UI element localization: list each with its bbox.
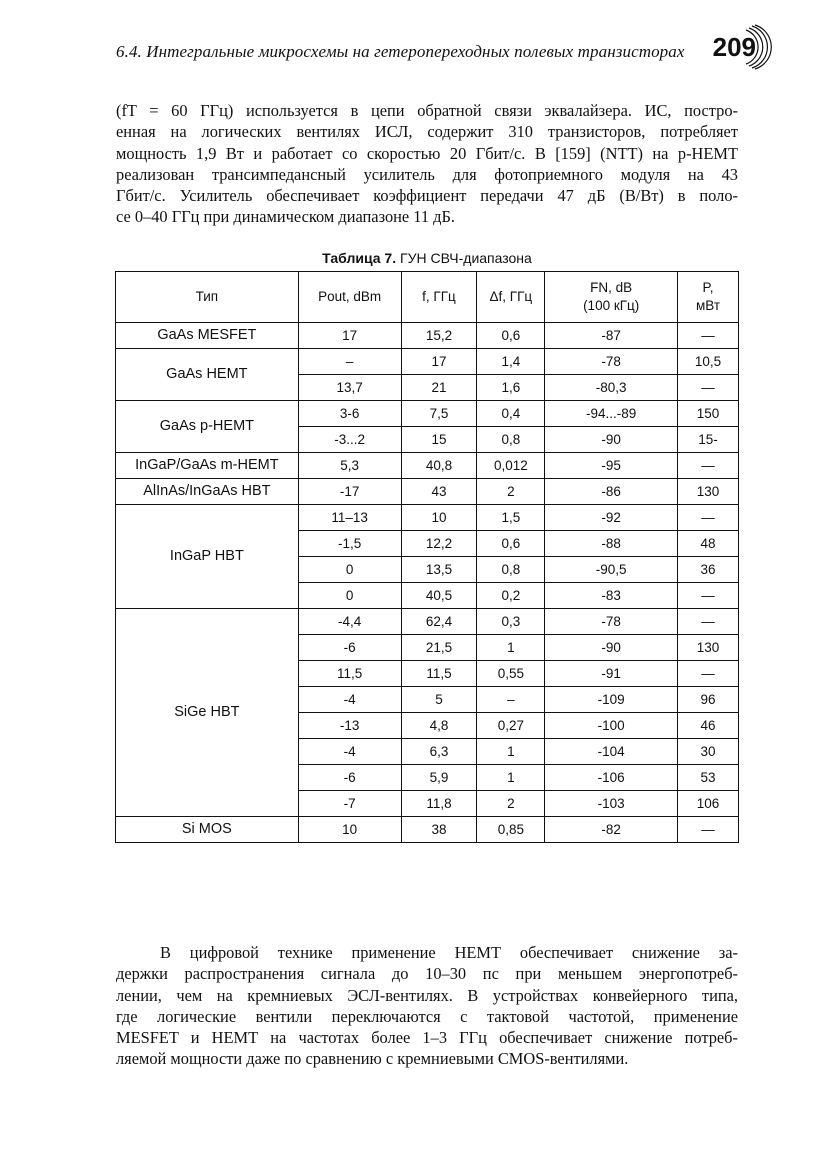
cell-pout: 11,5 (298, 661, 401, 687)
cell-p: — (678, 609, 739, 635)
cell-p: — (678, 583, 739, 609)
cell-type: AlInAs/InGaAs HBT (116, 479, 299, 505)
cell-pout: 3-6 (298, 401, 401, 427)
cell-p: — (678, 375, 739, 401)
cell-fn: -78 (545, 349, 678, 375)
text-line: лении, чем на кремниевых ЭСЛ-вентилях. В устройствах конвейерного типа, (116, 985, 738, 1005)
cell-df: 2 (477, 791, 545, 817)
cell-p: — (678, 817, 739, 843)
cell-pout: -7 (298, 791, 401, 817)
table-row (116, 609, 739, 635)
cell-fn: -82 (545, 817, 678, 843)
table-header-row (116, 272, 739, 323)
cell-pout: -3...2 (298, 427, 401, 453)
table-row (116, 479, 739, 505)
cell-p: — (678, 661, 739, 687)
paragraph-bottom (116, 942, 738, 1070)
cell-f: 12,2 (401, 531, 477, 557)
cell-pout: 0 (298, 583, 401, 609)
text-line: MESFET и НЕМТ на частотах более 1–3 ГГц обеспечивает снижение потреб- (116, 1028, 738, 1048)
table-row (116, 401, 739, 427)
cell-fn: -86 (545, 479, 678, 505)
text-line: се 0–40 ГГц при динамическом диапазоне 11 дБ. (116, 207, 456, 227)
cell-pout: 11–13 (298, 505, 401, 531)
vco-table (115, 271, 739, 843)
cell-pout: -4 (298, 739, 401, 765)
cell-fn: -91 (545, 661, 678, 687)
cell-f: 4,8 (401, 713, 477, 739)
text-line: В цифровой технике применение НЕМТ обеспечивает снижение за- (160, 943, 738, 962)
running-header-title: 6.4. Интегральные микросхемы на гетеропереходных полевых транзисторах (116, 42, 685, 61)
cell-f: 15,2 (401, 323, 477, 349)
table-row (116, 817, 739, 843)
cell-f: 11,8 (401, 791, 477, 817)
cell-p: — (678, 505, 739, 531)
cell-fn: -90,5 (545, 557, 678, 583)
cell-df: 0,2 (477, 583, 545, 609)
running-header (116, 32, 756, 78)
cell-df: 2 (477, 479, 545, 505)
header-p-line1: P, (702, 280, 714, 295)
header-df: Δf, ГГц (477, 272, 545, 323)
cell-f: 17 (401, 349, 477, 375)
cell-p: 15- (678, 427, 739, 453)
cell-df: 0,55 (477, 661, 545, 687)
cell-fn: -90 (545, 635, 678, 661)
cell-f: 62,4 (401, 609, 477, 635)
cell-fn: -88 (545, 531, 678, 557)
cell-fn: -100 (545, 713, 678, 739)
cell-f: 40,8 (401, 453, 477, 479)
header-f: f, ГГц (401, 272, 477, 323)
cell-df: 0,012 (477, 453, 545, 479)
cell-pout: 17 (298, 323, 401, 349)
text-line: ляемой мощности даже по сравнению с кремниевыми CMOS-вентилями. (116, 1049, 629, 1069)
cell-f: 21,5 (401, 635, 477, 661)
cell-df: 1,6 (477, 375, 545, 401)
cell-df: 1 (477, 739, 545, 765)
cell-f: 43 (401, 479, 477, 505)
cell-f: 11,5 (401, 661, 477, 687)
cell-fn: -106 (545, 765, 678, 791)
cell-pout: -4,4 (298, 609, 401, 635)
cell-type: GaAs p-HEMT (116, 401, 299, 453)
cell-fn: -78 (545, 609, 678, 635)
cell-f: 13,5 (401, 557, 477, 583)
text-line: реализован трансимпедансный усилитель для фотоприемного модуля на 43 (116, 164, 738, 184)
cell-f: 5 (401, 687, 477, 713)
cell-f: 5,9 (401, 765, 477, 791)
cell-p: 130 (678, 479, 739, 505)
cell-df: 0,27 (477, 713, 545, 739)
cell-fn: -103 (545, 791, 678, 817)
cell-f: 15 (401, 427, 477, 453)
table-row (116, 323, 739, 349)
text-line: енная на логических вентилях ИСЛ, содержит 310 транзисторов, потребляет (116, 122, 738, 142)
page-number: 209 (712, 32, 756, 62)
cell-df: 0,6 (477, 323, 545, 349)
header-fn (545, 272, 678, 323)
cell-p: 96 (678, 687, 739, 713)
cell-p: 150 (678, 401, 739, 427)
cell-p: 53 (678, 765, 739, 791)
cell-pout: 0 (298, 557, 401, 583)
cell-p: 36 (678, 557, 739, 583)
table-row (116, 453, 739, 479)
cell-type: InGaP HBT (116, 505, 299, 609)
cell-type: InGaP/GaAs m-HEMT (116, 453, 299, 479)
header-pout: Pout, dBm (298, 272, 401, 323)
cell-pout: -13 (298, 713, 401, 739)
header-fn-line1: FN, dB (590, 280, 633, 295)
text-line: держки распространения сигнала до 10–30 пс при меньшем энергопотреб- (116, 964, 738, 984)
cell-fn: -92 (545, 505, 678, 531)
cell-p: 130 (678, 635, 739, 661)
cell-pout: -6 (298, 635, 401, 661)
cell-df: 1,4 (477, 349, 545, 375)
cell-df: 0,3 (477, 609, 545, 635)
cell-type: SiGe HBT (116, 609, 299, 817)
cell-pout: -4 (298, 687, 401, 713)
text-line: Гбит/с. Усилитель обеспечивает коэффициент передачи 47 дБ (В/Вт) в поло- (116, 186, 738, 206)
cell-f: 38 (401, 817, 477, 843)
cell-p: 46 (678, 713, 739, 739)
text-line: мощность 1,9 Вт и работает со скоростью 20 Гбит/с. В [159] (NTT) на р-НЕМТ (116, 143, 738, 163)
cell-fn: -90 (545, 427, 678, 453)
cell-p: 10,5 (678, 349, 739, 375)
paragraph-top (116, 100, 738, 228)
cell-fn: -104 (545, 739, 678, 765)
text-line: (fT = 60 ГГц) используется в цепи обратной связи эквалайзера. ИС, постро- (116, 101, 738, 120)
table-caption (116, 250, 738, 266)
cell-df: 1 (477, 765, 545, 791)
cell-df: 1,5 (477, 505, 545, 531)
cell-fn: -95 (545, 453, 678, 479)
cell-type: GaAs HEMT (116, 349, 299, 401)
table-caption-text: ГУН СВЧ-диапазона (396, 250, 532, 266)
cell-p: 48 (678, 531, 739, 557)
page-number-ornament-icon (732, 24, 778, 70)
table-caption-label: Таблица 7. (322, 250, 397, 266)
cell-f: 21 (401, 375, 477, 401)
cell-fn: -80,3 (545, 375, 678, 401)
table-row (116, 505, 739, 531)
header-fn-line2: (100 кГц) (583, 298, 640, 313)
cell-df: 0,85 (477, 817, 545, 843)
cell-pout: 13,7 (298, 375, 401, 401)
cell-p: 106 (678, 791, 739, 817)
cell-type: Si MOS (116, 817, 299, 843)
cell-fn: -109 (545, 687, 678, 713)
header-p-line2: мВт (696, 298, 721, 313)
cell-fn: -94...-89 (545, 401, 678, 427)
cell-pout: 10 (298, 817, 401, 843)
cell-p: — (678, 453, 739, 479)
cell-pout: – (298, 349, 401, 375)
cell-type: GaAs MESFET (116, 323, 299, 349)
table-row (116, 349, 739, 375)
cell-df: – (477, 687, 545, 713)
cell-df: 0,8 (477, 557, 545, 583)
cell-f: 7,5 (401, 401, 477, 427)
cell-df: 0,4 (477, 401, 545, 427)
cell-df: 1 (477, 635, 545, 661)
cell-f: 10 (401, 505, 477, 531)
cell-pout: -17 (298, 479, 401, 505)
header-type: Тип (116, 272, 299, 323)
table-body (116, 323, 739, 843)
cell-fn: -87 (545, 323, 678, 349)
cell-fn: -83 (545, 583, 678, 609)
cell-f: 6,3 (401, 739, 477, 765)
header-p (678, 272, 739, 323)
cell-df: 0,6 (477, 531, 545, 557)
cell-f: 40,5 (401, 583, 477, 609)
cell-pout: -6 (298, 765, 401, 791)
cell-pout: 5,3 (298, 453, 401, 479)
text-line: где логические вентили переключаются с тактовой частотой, применение (116, 1006, 738, 1026)
cell-df: 0,8 (477, 427, 545, 453)
cell-p: 30 (678, 739, 739, 765)
cell-p: — (678, 323, 739, 349)
cell-pout: -1,5 (298, 531, 401, 557)
